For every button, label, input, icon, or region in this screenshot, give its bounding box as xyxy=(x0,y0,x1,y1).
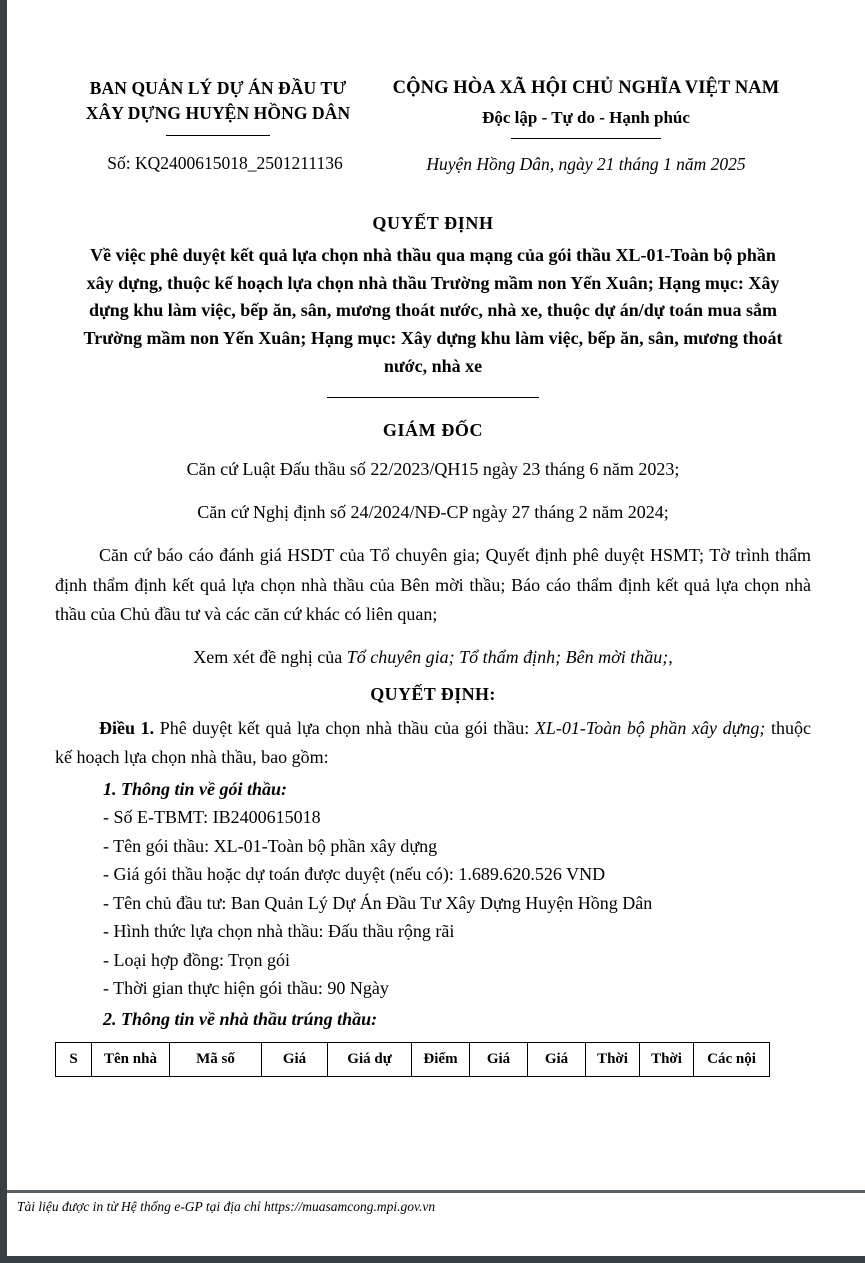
column-header-price: Giá xyxy=(262,1043,328,1077)
proposal-lead-text: Xem xét đề nghị của xyxy=(193,646,347,667)
header-right-column xyxy=(355,76,811,175)
package-etbmt-number: - Số E-TBMT: IB2400615018 xyxy=(103,807,321,828)
footer-note: Tài liệu được in từ Hệ thống e-GP tại địa chỉ https://muasamcong.mpi.gov.vn xyxy=(17,1199,436,1214)
contract-type: - Loại hợp đồng: Trọn gói xyxy=(103,949,291,970)
document-number: Số: KQ2400615018_2501211136 xyxy=(107,152,343,173)
header-left-column xyxy=(55,76,355,174)
section-2-heading: 2. Thông tin về nhà thầu trúng thầu: xyxy=(103,1009,378,1030)
proposal-bodies-text: Tổ chuyên gia; Tổ thẩm định; Bên mời thầu;, xyxy=(346,646,673,667)
national-motto: Độc lập - Tự do - Hạnh phúc xyxy=(482,107,690,127)
decision-heading: QUYẾT ĐỊNH: xyxy=(370,684,496,704)
column-header-notes: Các nội xyxy=(694,1043,770,1077)
footer-divider xyxy=(7,1190,865,1193)
package-price: - Giá gói thầu hoặc dự toán được duyệt (nếu có): 1.689.620.526 VND xyxy=(103,864,606,885)
package-name: - Tên gói thầu: XL-01-Toàn bộ phần xây dựng xyxy=(103,835,438,856)
document-kind: QUYẾT ĐỊNH xyxy=(372,212,494,233)
implementation-duration: - Thời gian thực hiện gói thầu: 90 Ngày xyxy=(103,977,389,998)
article-1-package-name: XL-01-Toàn bộ phần xây dựng; xyxy=(534,718,766,738)
document-header xyxy=(55,0,811,175)
column-header-price-3: Giá xyxy=(528,1043,586,1077)
winning-bidder-table xyxy=(55,1042,770,1077)
legal-basis-3: Căn cứ báo cáo đánh giá HSDT của Tổ chuyên gia; Quyết định phê duyệt HSMT; Tờ trình thẩm định thẩm định kết quả lựa chọn nhà thầu của Bên mời thầu; Báo cáo thẩm định kết quả lựa chọn nhà thầu của Chủ đầu tư và các căn cứ khác có liên quan; xyxy=(55,545,811,624)
header-left-divider xyxy=(166,135,270,136)
selection-method: - Hình thức lựa chọn nhà thầu: Đấu thầu rộng rãi xyxy=(103,921,455,942)
title-divider xyxy=(327,397,539,398)
issuing-organization: BAN QUẢN LÝ DỰ ÁN ĐẦU TƯ XÂY DỰNG HUYỆN HỒNG DÂN xyxy=(85,78,351,123)
column-header-time-1: Thời xyxy=(586,1043,640,1077)
article-1-text-before: Phê duyệt kết quả lựa chọn nhà thầu của gói thầu: xyxy=(154,718,535,738)
article-1-text-after: thuộc kế hoạch lựa chọn nhà thầu, bao gồm: xyxy=(55,718,811,768)
table-header-row xyxy=(56,1043,770,1077)
investor-name: - Tên chủ đầu tư: Ban Quản Lý Dự Án Đầu Tư Xây Dựng Huyện Hồng Dân xyxy=(103,892,653,913)
legal-basis-2: Căn cứ Nghị định số 24/2024/NĐ-CP ngày 27 tháng 2 năm 2024; xyxy=(197,502,669,523)
document-subject: Về việc phê duyệt kết quả lựa chọn nhà thầu qua mạng của gói thầu XL-01-Toàn bộ phần xây dựng, thuộc kế hoạch lựa chọn nhà thầu Trường mầm non Yến Xuân; Hạng mục: Xây dựng khu làm việc, bếp ăn, sân, mương thoát nước, nhà xe, thuộc dự án/dự toán mua sắm Trường mầm non Yến Xuân; Hạng mục: Xây dựng khu làm việc, bếp ăn, sân, mương thoát nước, nhà xe xyxy=(83,244,783,377)
column-header-stt: S xyxy=(56,1043,92,1077)
column-header-tax-code: Mã số xyxy=(170,1043,262,1077)
title-block xyxy=(55,213,811,398)
proposal-line xyxy=(55,643,811,672)
legal-basis-1: Căn cứ Luật Đấu thầu số 22/2023/QH15 ngày 23 tháng 6 năm 2023; xyxy=(186,459,680,480)
national-title: CỘNG HÒA XÃ HỘI CHỦ NGHĨA VIỆT NAM xyxy=(392,78,780,98)
column-header-bid-price: Giá dự xyxy=(328,1043,412,1077)
page-content xyxy=(7,0,865,1256)
column-header-score: Điểm xyxy=(412,1043,470,1077)
header-right-divider xyxy=(511,138,661,139)
article-1-paragraph xyxy=(55,714,811,772)
place-and-date: Huyện Hồng Dân, ngày 21 tháng 1 năm 2025 xyxy=(426,153,746,174)
column-header-price-2: Giá xyxy=(470,1043,528,1077)
signer-title: GIÁM ĐỐC xyxy=(382,420,484,441)
column-header-time-2: Thời xyxy=(640,1043,694,1077)
section-1-heading: 1. Thông tin về gói thầu: xyxy=(103,779,288,800)
column-header-bidder-name: Tên nhà xyxy=(92,1043,170,1077)
article-1-label: Điều 1. xyxy=(99,718,155,738)
